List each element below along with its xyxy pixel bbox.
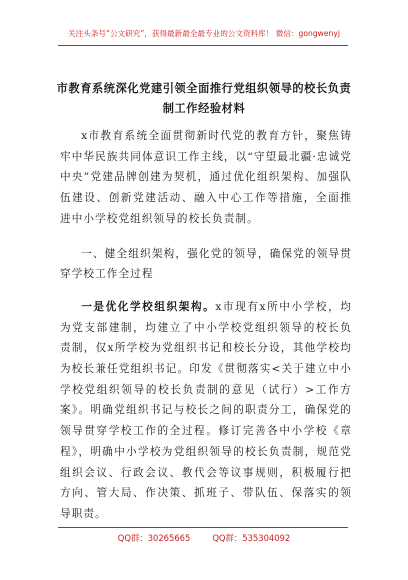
document-title-line-1: 市教育系统深化党建引领全面推行党组织领导的校长负责 [56, 82, 352, 95]
footer-qq-group-2: QQ群：535304092 [212, 533, 291, 543]
document-title-line-2: 制工作经验材料 [162, 102, 246, 115]
footer-divider [58, 527, 348, 528]
section-heading: 一、健全组织架构，强化党的领导，确保党的领导贯穿学校工作全过程 [60, 247, 352, 281]
intro-paragraph: x市教育系统全面贯彻新时代党的教育方针，聚焦铸牢中华民族共同体意识工作主线，以“守望最北疆·忠诚党中央”党建品牌创建为契机，通过优化组织架构、加强队伍建设、创新党建活动、融入中心工作等措施，全面推进中小学校党组织领导的校长负责制。 [60, 130, 352, 225]
subsection-text: x市现有x所中小学校，均为党支部建制，均建立了中小学校党组织领导的校长负责制，仅x所学校为党组织书记和校长分设，其他学校均为校长兼任党组织书记。印发《贯彻落实<关于建立中小学校党组织领导的校长负责制的意见（试行）>工作方案》。明确党组织书记与校长之间的职责分工，确保党的领导贯穿学校工作的全过程。修订完善各中小学校《章程》，明确中小学校为党组织领导的校长负责制，规范党组织会议、行政会议、教代会等议事规则，积极履行把方向、管大局、作决策、抓班子、带队伍、保落实的领导职责。 [60, 300, 352, 520]
header-notice: 关注头条号“公文研究”，获得最新最全最专业的公文资料库！ 微信：gongwenyj [68, 29, 340, 38]
footer-contacts [0, 532, 408, 544]
header-divider [58, 45, 348, 46]
subsection-lead: 一是优化学校组织架构。 [81, 300, 216, 313]
subsection-paragraph [60, 297, 352, 525]
footer-qq-group-1: QQ群：30265665 [117, 533, 191, 543]
document-body [60, 126, 352, 539]
